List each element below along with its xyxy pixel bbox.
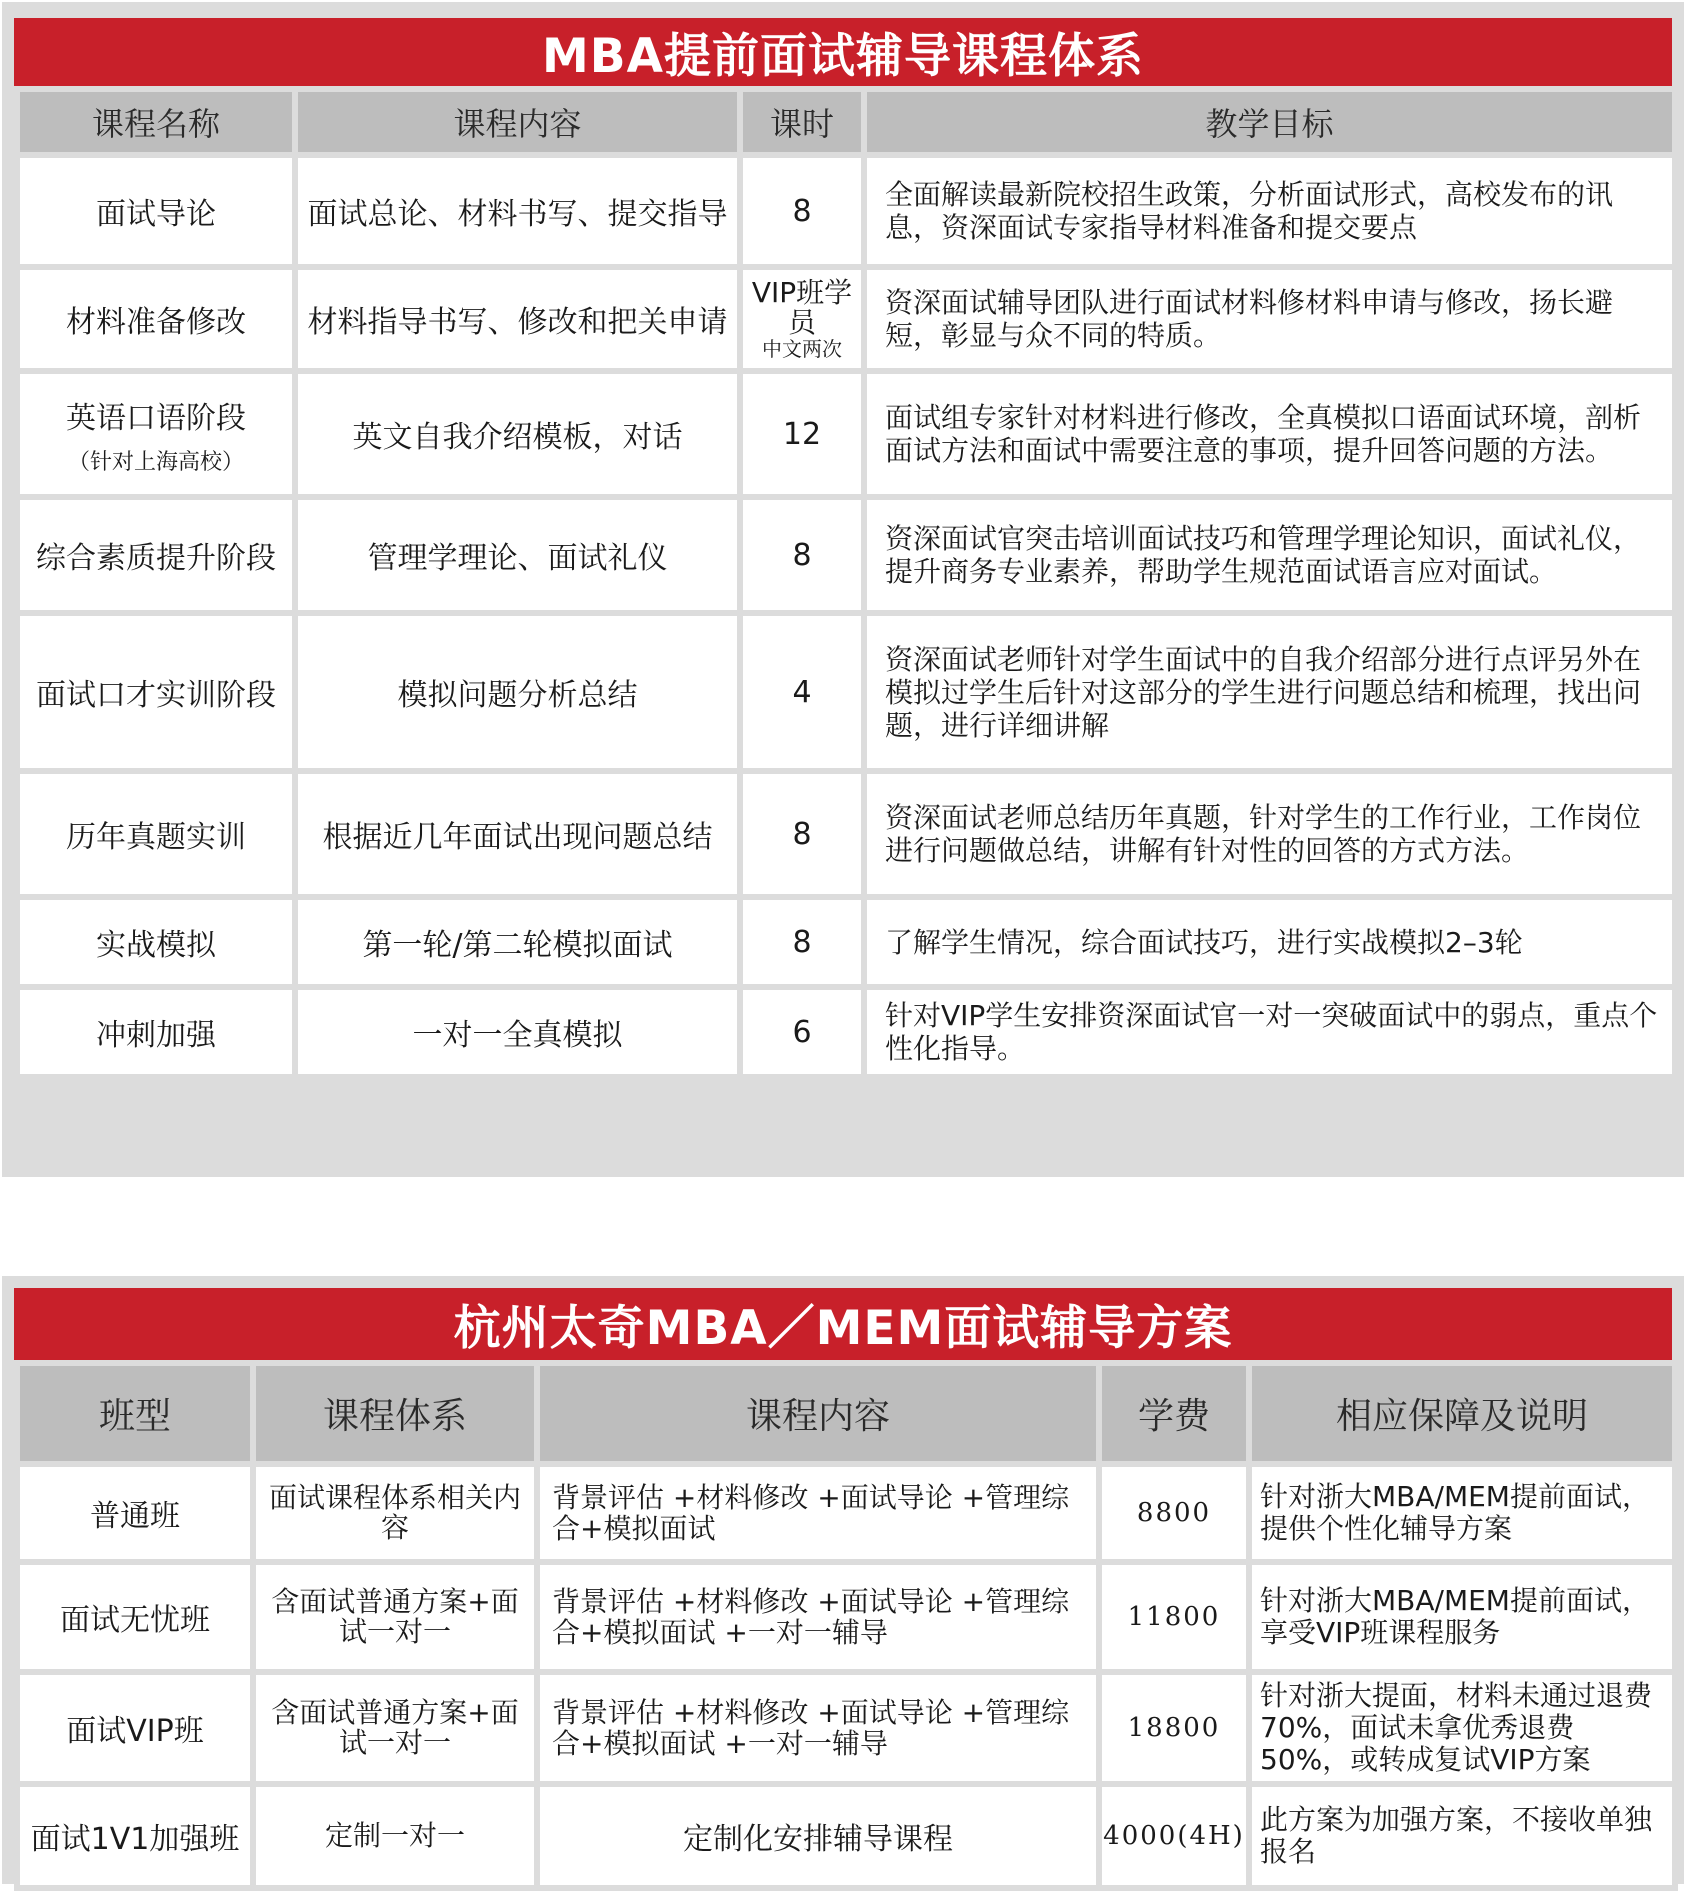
- course-hours-main: VIP班学员: [751, 276, 853, 339]
- class-course-content: 定制化安排辅导课程: [537, 1784, 1099, 1888]
- header-hours: 课时: [740, 89, 864, 155]
- course-name: 冲刺加强: [17, 987, 295, 1077]
- header-teaching-goal: 教学目标: [864, 89, 1675, 155]
- table-row: [17, 267, 1675, 371]
- course-name: 面试导论: [17, 155, 295, 267]
- table-row: [17, 613, 1675, 771]
- class-type: 面试VIP班: [17, 1672, 253, 1784]
- course-hours: 6: [740, 987, 864, 1077]
- course-content: 英文自我介绍模板，对话: [295, 371, 740, 497]
- table-row: [17, 1562, 1675, 1672]
- course-hours: 4: [740, 613, 864, 771]
- course-goal: 全面解读最新院校招生政策，分析面试形式，高校发布的讯息，资深面试专家指导材料准备和提交要点: [864, 155, 1675, 267]
- course-content: 材料指导书写、修改和把关申请: [295, 267, 740, 371]
- course-hours: 12: [740, 371, 864, 497]
- header-course-name: 课程名称: [17, 89, 295, 155]
- course-hours: [740, 267, 864, 371]
- course-system-title: MBA提前面试辅导课程体系: [14, 18, 1672, 86]
- table-row: [17, 1464, 1675, 1562]
- course-content: 模拟问题分析总结: [295, 613, 740, 771]
- class-course-system: 定制一对一: [253, 1784, 537, 1888]
- course-system-table: [14, 86, 1678, 1080]
- course-name: 综合素质提升阶段: [17, 497, 295, 613]
- course-hours: 8: [740, 771, 864, 897]
- class-course-system: 含面试普通方案+面试一对一: [253, 1562, 537, 1672]
- table-row: [17, 987, 1675, 1077]
- class-fee: 11800: [1099, 1562, 1249, 1672]
- course-content: 管理学理论、面试礼仪: [295, 497, 740, 613]
- class-guarantee: 此方案为加强方案，不接收单独报名: [1249, 1784, 1675, 1888]
- course-goal: 针对VIP学生安排资深面试官一对一突破面试中的弱点，重点个性化指导。: [864, 987, 1675, 1077]
- course-hours: 8: [740, 155, 864, 267]
- class-guarantee: 针对浙大MBA/MEM提前面试，享受VIP班课程服务: [1249, 1562, 1675, 1672]
- course-content: 根据近几年面试出现问题总结: [295, 771, 740, 897]
- course-goal: 资深面试老师总结历年真题，针对学生的工作行业，工作岗位进行问题做总结，讲解有针对性的回答的方式方法。: [864, 771, 1675, 897]
- header-course-content: 课程内容: [537, 1363, 1099, 1464]
- class-fee: 8800: [1099, 1464, 1249, 1562]
- course-hours: 8: [740, 497, 864, 613]
- table-row: [17, 371, 1675, 497]
- table-header-row: [17, 89, 1675, 155]
- class-guarantee: 针对浙大MBA/MEM提前面试，提供个性化辅导方案: [1249, 1464, 1675, 1562]
- course-name-main: 英语口语阶段: [66, 400, 246, 436]
- table-row: [17, 155, 1675, 267]
- course-name: 面试口才实训阶段: [17, 613, 295, 771]
- table-row: [17, 897, 1675, 987]
- class-fee: 4000(4H): [1099, 1784, 1249, 1888]
- class-type: 普通班: [17, 1464, 253, 1562]
- table-row: [17, 1672, 1675, 1784]
- class-guarantee: 针对浙大提面，材料未通过退费70%，面试未拿优秀退费50%，或转成复试VIP方案: [1249, 1672, 1675, 1784]
- class-course-system: 含面试普通方案+面试一对一: [253, 1672, 537, 1784]
- header-course-content: 课程内容: [295, 89, 740, 155]
- course-goal: 资深面试老师针对学生面试中的自我介绍部分进行点评另外在模拟过学生后针对这部分的学生进行问题总结和梳理，找出问题，进行详细讲解: [864, 613, 1675, 771]
- class-type: 面试1V1加强班: [17, 1784, 253, 1888]
- course-name: [17, 371, 295, 497]
- table-row: [17, 497, 1675, 613]
- course-content: 面试总论、材料书写、提交指导: [295, 155, 740, 267]
- course-goal: 资深面试辅导团队进行面试材料修材料申请与修改，扬长避短，彰显与众不同的特质。: [864, 267, 1675, 371]
- header-class-type: 班型: [17, 1363, 253, 1464]
- course-name: 实战模拟: [17, 897, 295, 987]
- class-course-content: 背景评估 +材料修改 +面试导论 +管理综合+模拟面试 +一对一辅导: [537, 1562, 1099, 1672]
- header-guarantee: 相应保障及说明: [1249, 1363, 1675, 1464]
- course-system-panel: [2, 2, 1684, 1177]
- interview-plan-title: 杭州太奇MBA／MEM面试辅导方案: [14, 1288, 1672, 1360]
- course-hours: 8: [740, 897, 864, 987]
- class-fee: 18800: [1099, 1672, 1249, 1784]
- course-content: 一对一全真模拟: [295, 987, 740, 1077]
- course-content: 第一轮/第二轮模拟面试: [295, 897, 740, 987]
- course-goal: 面试组专家针对材料进行修改，全真模拟口语面试环境，剖析面试方法和面试中需要注意的事项，提升回答问题的方法。: [864, 371, 1675, 497]
- header-fee: 学费: [1099, 1363, 1249, 1464]
- course-name-sub: （针对上海高校）: [67, 449, 244, 475]
- course-name: 历年真题实训: [17, 771, 295, 897]
- header-course-system: 课程体系: [253, 1363, 537, 1464]
- interview-plan-table: [14, 1360, 1678, 1891]
- table-row: [17, 1784, 1675, 1888]
- interview-plan-panel: [2, 1276, 1684, 1884]
- course-goal: 资深面试官突击培训面试技巧和管理学理论知识，面试礼仪，提升商务专业素养，帮助学生规范面试语言应对面试。: [864, 497, 1675, 613]
- class-course-content: 背景评估 +材料修改 +面试导论 +管理综合+模拟面试 +一对一辅导: [537, 1672, 1099, 1784]
- table-header-row: [17, 1363, 1675, 1464]
- course-goal: 了解学生情况，综合面试技巧，进行实战模拟2–3轮: [864, 897, 1675, 987]
- course-hours-note: 中文两次: [762, 337, 842, 361]
- table-row: [17, 771, 1675, 897]
- class-course-system: 面试课程体系相关内容: [253, 1464, 537, 1562]
- class-course-content: 背景评估 +材料修改 +面试导论 +管理综合+模拟面试: [537, 1464, 1099, 1562]
- class-type: 面试无忧班: [17, 1562, 253, 1672]
- course-name: 材料准备修改: [17, 267, 295, 371]
